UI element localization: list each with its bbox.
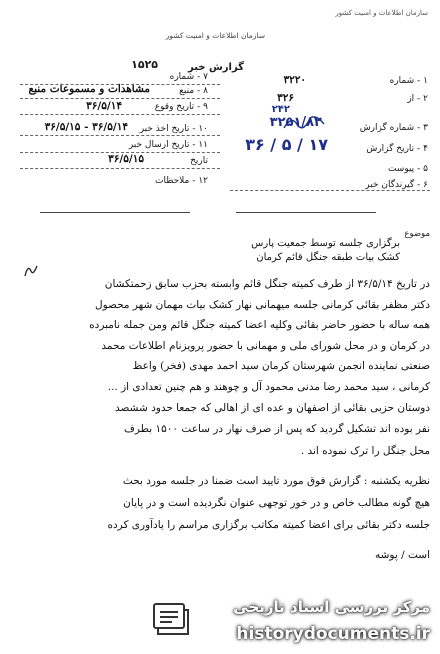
body-line: همه ساله با حضور حاضر بقائی وکلیه اعضا کمیته جنگل قائم ومن جمله نامبرده [89,319,430,331]
watermark-title: مرکز بررسی اسناد تاریخی [233,598,430,616]
field-l-date-value: ۳۶/۵/۱۵ [108,153,144,165]
field-l-7-label: ۷ - شماره [169,72,208,82]
body-line: دکتر مظفر بقائی کرمانی جلسه میهمانی نهار کشک بیات مهمان شهر محصول [94,299,430,311]
separator-left [40,212,190,213]
field-l-date-label: تاریخ [190,156,208,166]
subtitle: سازمان اطلاعات و امنیت کشور [165,31,265,40]
handwritten-mark [22,262,40,280]
watermark-url: historydocuments.ir [236,624,430,644]
form-label: گزارش خبر [187,62,244,73]
field-l-12-label: ۱۲ - ملاحظات [155,176,208,186]
subject-line-2: کشک بیات طبقه جنگل قائم کرمان [256,252,400,263]
org-header: سازمان اطلاعات و امنیت کشور [335,9,428,17]
body-line: صنعتی نماینده انجمن شهرستان کرمان سید احمد مهدی (فخر) واعظ [132,360,430,372]
body-line: هیچ گونه مطالب خاص و در خور توجهی عنوان نگردیده است و در پایان [123,497,430,509]
field-r-3-label: ۳ - شماره گزارش [359,123,428,133]
body-line: دوستان حزبی بقائی از اصفهان و عده ای از اهالی که جمعا حدود ششصد [114,402,430,414]
body-line: است / پوشه [374,549,430,561]
field-l-10-label: ۱۰ - تاریخ اخذ خبر [139,124,208,134]
field-r-3-value: ۳۲۵۱/۸۲ [269,115,322,130]
field-r-4-label: ۴ - تاریخ گزارش [366,144,428,154]
body-line: جلسه دکتر بقائی برای اعضا کمیته مکاتب برگزاری مراسم را یادآوری کرده [107,519,430,531]
field-r-6-label: ۶ - گیرندگان خبر [365,180,428,190]
body-line: کرمانی ، سید محمد رضا مدنی محمود آل و چوهند و هم چنین تعدادی از ... [107,381,430,393]
field-l-11-label: ۱۱ - تاریخ ارسال خبر [128,140,208,150]
field-l-10-value: ۳۶/۵/۱۴ - ۳۶/۵/۱۵ [44,121,128,133]
field-l-9-value: ۳۶/۵/۱۴ [86,100,122,112]
body-line: نظریه یکشنبه : گزارش فوق مورد تایید است ضمنا در جلسه مورد بحث [122,475,430,487]
field-r-2-value: ۳۲۶ [277,92,294,104]
body-line: در تاریخ ۳۶/۵/۱۴ از طرف کمیته جنگل قائم وابسته بحزب سابق زحمتکشان [104,278,430,290]
body-line: محل جنگل را ترک نموده اند . [300,445,430,457]
signature-scribble [282,112,326,134]
form-number: ۱۵۲۵ [131,58,158,71]
body-line: در کرمان و در محل شورای ملی و مهمانی با حضور پرویزنام اطلاعات محمد [101,340,430,352]
body-line: نفر بوده اند تشکیل گردید که پس از صرف نهار در ساعت ۱۵۰۰ بطرف [123,423,430,435]
recipient-mark-1: ۲۴۲ [271,104,290,115]
archive-logo-icon [150,598,192,638]
field-r-2-label: ۲ - از [407,94,428,104]
field-l-8-label: ۸ - منبع [179,86,208,96]
subject-line-1: برگزاری جلسه توسط جمعیت پارس [251,238,400,249]
field-r-1-value: ۳۲۲۰ [283,74,306,86]
field-l-8-value: مشاهدات و مسموعات منبع [28,83,150,95]
field-r-4-value: ۱۷ / ۵ / ۳۶ [245,135,328,154]
field-r-5-label: ۵ - پیوست [387,164,428,174]
subject-label: موضوع [404,229,430,239]
separator-right [236,212,376,213]
field-l-9-label: ۹ - تاریخ وقوع [154,102,208,112]
field-r-1-label: ۱ - شماره [389,76,428,86]
